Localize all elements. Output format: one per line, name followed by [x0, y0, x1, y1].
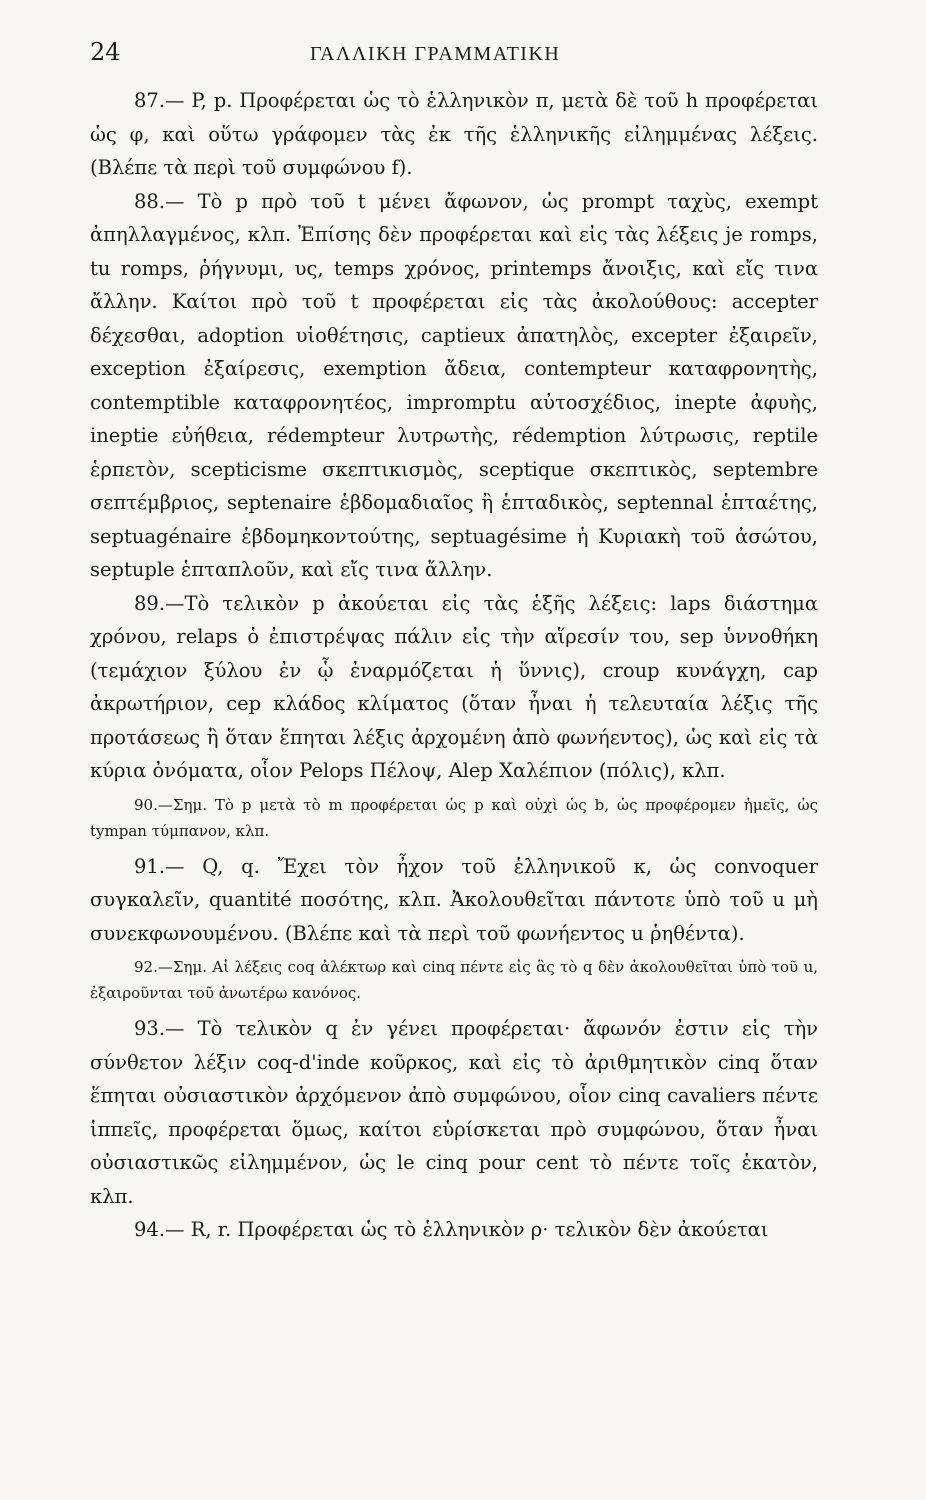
paragraph-94: 94.— R, r. Προφέρεται ὡς τὸ ἑλληνικὸν ρ· τελικὸν δὲν ἀκούεται	[134, 1218, 769, 1241]
body-text	[90, 84, 818, 1247]
page-number: 24	[90, 38, 121, 66]
paragraph-93: 93.— Τὸ τελικὸν q ἐν γένει προφέρεται· ἄφωνόν ἐστιν εἰς τὴν σύνθετον λέξιν coq-d'inde κοῦρκος, καὶ εἰς τὸ ἀριθμητικὸν cinq ὅταν ἕπηται οὐσιαστικὸν ἀρχόμενον ἀπὸ συμφώνου, οἷον cinq cavaliers πέντε ἱππεῖς, προφέρεται ὅμως, καίτοι εὑρίσκεται πρὸ συμφώνου, ὅταν ἦναι οὐσιαστικῶς εἰλημμένον, ὡς le cinq pour cent τὸ πέντε τοῖς ἑκατὸν, κλπ.	[90, 1017, 818, 1208]
page-header	[90, 38, 818, 78]
paragraph-88: 88.— Τὸ p πρὸ τοῦ t μένει ἄφωνον, ὡς prompt ταχὺς, exempt ἀπηλλαγμένος, κλπ. Ἐπίσης δὲν προφέρεται καὶ εἰς τὰς λέξεις je romps, tu romps, ῥήγνυμι, υς, temps χρόνος, printemps ἄνοιξις, καὶ εἴς τινα ἄλλην. Καίτοι πρὸ τοῦ t προφέρεται εἰς τὰς ἀκολούθους: accepter δέχεσθαι, adoption υἱοθέτησις, captieux ἀπατηλὸς, excepter ἐξαιρεῖν, exception ἐξαίρεσις, exemption ἄδεια, contempteur καταφρονητὴς, contemptible καταφρονητέος, impromptu αὐτοσχέδιος, inepte ἀφυὴς, ineptie εὐήθεια, rédempteur λυτρωτὴς, rédemption λύτρωσις, reptile ἑρπετὸν, scepticisme σκεπτικισμὸς, sceptique σκεπτικὸς, septembre σεπτέμβριος, septenaire ἑβδομαδιαῖος ἢ ἑπταδικὸς, septennal ἑπταέτης, septuagénaire ἑβδομηκοντούτης, septuagésime ἡ Κυριακὴ τοῦ ἀσώτου, septuple ἑπταπλοῦν, καὶ εἴς τινα ἄλλην.	[90, 189, 818, 581]
note-90: 90.—Σημ. Τὸ p μετὰ τὸ m προφέρεται ὡς p καὶ οὐχὶ ὡς b, ὡς προφέρομεν ἡμεῖς, ὡς tympan τύμπανον, κλπ.	[90, 795, 818, 840]
running-title: ΓΑΛΛΙΚΗ ΓΡΑΜΜΑΤΙΚΗ	[310, 43, 561, 65]
paragraph-91: 91.— Q, q. Ἔχει τὸν ἦχον τοῦ ἑλληνικοῦ κ, ὡς convoquer συγκαλεῖν, quantité ποσότης, κλπ. Ἀκολουθεῖται πάντοτε ὑπὸ τοῦ u μὴ συνεκφωνουμένου. (Βλέπε καὶ τὰ περὶ τοῦ φωνήεντος u ῥηθέντα).	[90, 854, 818, 945]
paragraph-89: 89.—Τὸ τελικὸν p ἀκούεται εἰς τὰς ἑξῆς λέξεις: laps διάστημα χρόνου, relaps ὁ ἐπιστρέψας πάλιν εἰς τὴν αἵρεσίν του, sep ὑννοθήκη (τεμάχιον ξύλου ἐν ᾧ ἐναρμόζεται ἡ ὕννις), croup κυνάγχη, cap ἀκρωτήριον, cep κλάδος κλίματος (ὅταν ἦναι ἡ τελευταία λέξις τῆς προτάσεως ἢ ὅταν ἕπηται λέξις ἀρχομένη ἀπὸ φωνήεντος), ὡς καὶ εἰς τὰ κύρια ὀνόματα, οἷον Pelops Πέλοψ, Alep Χαλέπιον (πόλις), κλπ.	[90, 591, 818, 782]
note-92: 92.—Σημ. Αἱ λέξεις coq ἀλέκτωρ καὶ cinq πέντε εἰς ἃς τὸ q δὲν ἀκολουθεῖται ὑπὸ τοῦ u, ἐξαιροῦνται τοῦ ἀνωτέρω κανόνος.	[90, 958, 818, 1002]
paragraph-87: 87.— P, p. Προφέρεται ὡς τὸ ἑλληνικὸν π, μετὰ δὲ τοῦ h προφέρεται ὡς φ, καὶ οὕτω γράφομεν τὰς ἐκ τῆς ἑλληνικῆς εἰλημμένας λέξεις. (Βλέπε τὰ περὶ τοῦ συμφώνου f).	[90, 89, 818, 179]
